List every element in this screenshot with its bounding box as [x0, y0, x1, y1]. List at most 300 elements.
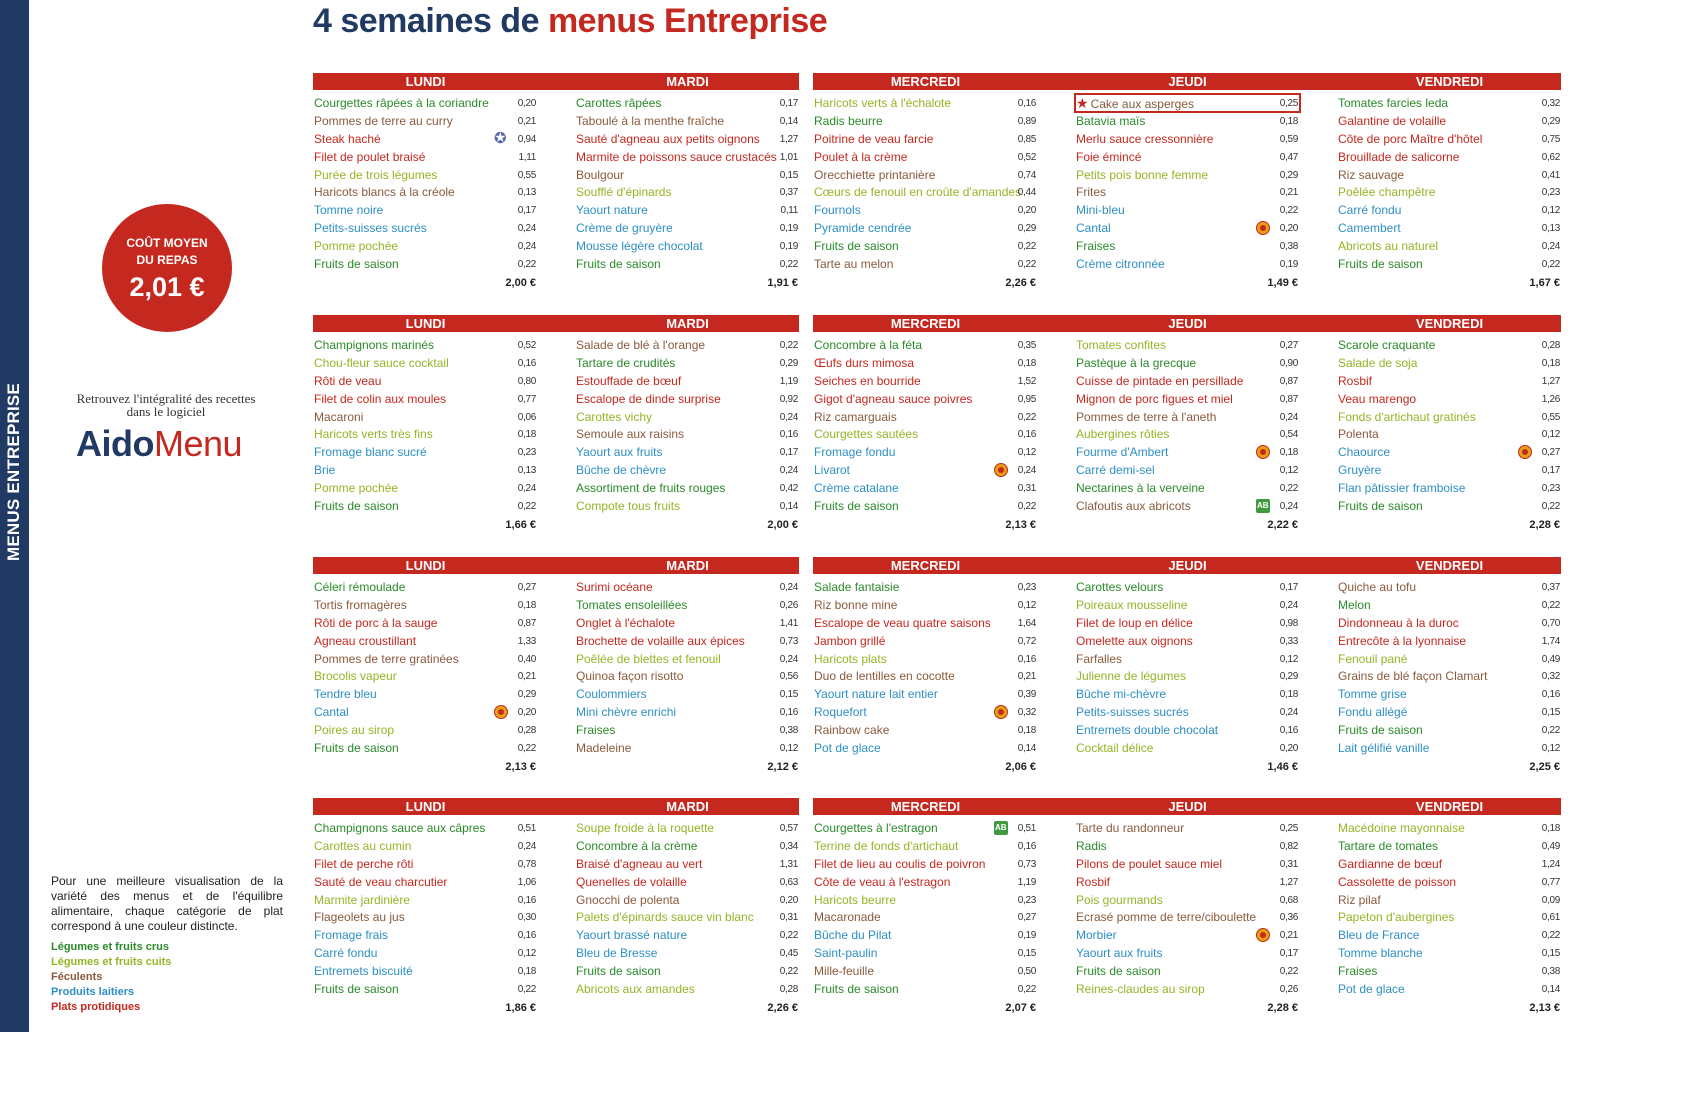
dish-name: Farfalles — [1076, 651, 1123, 666]
dish-price: 0,14 — [779, 501, 798, 513]
dish-row — [1075, 336, 1300, 354]
dish-price: 0,89 — [1017, 115, 1036, 127]
dish-name: Poêlée champêtre — [1338, 185, 1436, 200]
dish-price: 0,24 — [1279, 599, 1298, 611]
dish-name: Fruits de saison — [576, 964, 661, 979]
dish-name: Tartare de tomates — [1338, 838, 1439, 853]
dish-name: Bleu de France — [1338, 928, 1420, 943]
day-total-value: 2,12 € — [767, 760, 798, 773]
label-rouge-star-icon: ✪ — [494, 129, 507, 147]
dish-row — [1075, 255, 1300, 273]
dish-row — [575, 819, 800, 837]
dish-name: Seiches en bourride — [814, 373, 921, 388]
dish-row — [1337, 962, 1562, 980]
dish-name: Aubergines rôties — [1076, 427, 1170, 442]
dish-row — [1075, 819, 1300, 837]
dish-name: Omelette aux oignons — [1076, 633, 1193, 648]
dish-row — [813, 926, 1038, 944]
dish-row — [813, 94, 1038, 112]
dish-name: Grains de blé façon Clamart — [1338, 669, 1488, 684]
dish-price: 0,16 — [517, 357, 536, 369]
dish-list — [1075, 336, 1300, 515]
dish-name: Carottes au cumin — [314, 838, 412, 853]
dish-row — [575, 408, 800, 426]
dish-price: 0,22 — [1017, 411, 1036, 423]
dish-name: Escalope de dinde surprise — [576, 391, 721, 406]
dish-name — [1076, 94, 1194, 113]
dish-name: Œufs durs mimosa — [814, 355, 915, 370]
dish-name: Poulet à la crème — [814, 149, 908, 164]
dish-row — [575, 739, 800, 757]
dish-row — [313, 685, 538, 703]
dish-price: 0,47 — [1279, 151, 1298, 163]
dish-price: 0,23 — [1541, 483, 1560, 495]
day-total — [813, 517, 1038, 537]
dish-price: 0,21 — [1279, 187, 1298, 199]
dish-row — [813, 112, 1038, 130]
dish-price: 0,22 — [1541, 930, 1560, 942]
dish-price: 0,16 — [1017, 840, 1036, 852]
dish-row — [575, 183, 800, 201]
dish-name: Poitrine de veau farcie — [814, 131, 934, 146]
dish-row — [813, 130, 1038, 148]
dish-row — [1337, 614, 1562, 632]
dish-name: Courgettes à l'estragon — [814, 821, 938, 835]
dish-name: Pastèque à la grecque — [1076, 355, 1197, 370]
dish-name: Nectarines à la verveine — [1076, 481, 1205, 496]
dish-name: Fraises — [1076, 239, 1116, 254]
dish-price: 0,12 — [1541, 429, 1560, 441]
dish-row — [1337, 390, 1562, 408]
dish-name: Fonds d'artichaut gratinés — [1338, 409, 1476, 424]
dish-row — [575, 237, 800, 255]
dish-name: Reines-claudes au sirop — [1076, 982, 1205, 997]
dish-row — [575, 372, 800, 390]
dish-name: Carré fondu — [314, 946, 378, 961]
dish-row — [1337, 703, 1562, 721]
dish-name: Estouffade de bœuf — [576, 373, 682, 388]
dish-name: Dindonneau à la duroc — [1338, 615, 1459, 630]
dish-row — [313, 578, 538, 596]
dish-price: 0,22 — [1279, 483, 1298, 495]
dish-row — [575, 336, 800, 354]
dish-row — [813, 614, 1038, 632]
dish-name: Tomme grise — [1338, 687, 1407, 702]
dish-row — [1075, 650, 1300, 668]
dish-row — [313, 667, 538, 685]
dish-name: Assortiment de fruits rouges — [576, 481, 726, 496]
dish-price: 0,22 — [779, 259, 798, 271]
dish-price: 0,68 — [1279, 894, 1298, 906]
dish-list — [1075, 94, 1300, 273]
dish-row — [575, 891, 800, 909]
dish-row — [313, 650, 538, 668]
dish-name: Concombre à la féta — [814, 338, 923, 352]
day-total — [575, 1000, 800, 1020]
dish-price: 0,22 — [517, 501, 536, 513]
dish-name: Poireaux mousseline — [1076, 597, 1188, 612]
dish-name: Terrine de fonds d'artichaut — [814, 838, 959, 853]
dish-name: Sauté d'agneau aux petits oignons — [576, 131, 760, 146]
dish-price: 0,14 — [1541, 984, 1560, 996]
dish-name: Carottes râpées — [576, 96, 662, 110]
dish-price: 0,21 — [517, 115, 536, 127]
day-total — [575, 517, 800, 537]
dish-list — [813, 819, 1038, 998]
dish-price: 1,31 — [779, 858, 798, 870]
aidomenu-logo — [76, 423, 242, 465]
dish-name: Merlu sauce cressonnière — [1076, 131, 1214, 146]
dish-name: Brie — [314, 463, 336, 478]
dish-price: 0,20 — [517, 98, 536, 109]
dish-name: Abricots au naturel — [1338, 239, 1439, 254]
dish-price: 0,18 — [1541, 357, 1560, 369]
dish-row — [813, 632, 1038, 650]
day-header: MERCREDI — [890, 316, 961, 331]
dish-price: 0,22 — [779, 340, 798, 351]
day-header: LUNDI — [405, 316, 446, 331]
dish-name: Pomme pochée — [314, 239, 399, 254]
dish-row — [813, 255, 1038, 273]
dish-name: Gruyère — [1338, 463, 1382, 478]
day-header: MERCREDI — [890, 799, 961, 814]
dish-name: Jambon grillé — [814, 633, 886, 648]
dish-name: Mini-bleu — [1076, 203, 1125, 218]
dish-name: Cœurs de fenouil en croûte d'amandes — [814, 185, 1022, 200]
dish-row — [813, 944, 1038, 962]
dish-name: Céleri rémoulade — [314, 580, 406, 594]
day-total-value: 2,13 € — [505, 760, 536, 773]
dish-name: Roquefort — [814, 705, 867, 720]
dish-name: Filet de colin aux moules — [314, 391, 447, 406]
dish-name: Tartare de crudités — [576, 355, 676, 370]
dish-name: Entremets double chocolat — [1076, 723, 1219, 738]
dish-price: 0,22 — [1017, 501, 1036, 513]
page-title — [313, 2, 827, 41]
dish-row — [1337, 372, 1562, 390]
dish-row — [813, 237, 1038, 255]
dish-row — [1337, 685, 1562, 703]
dish-row — [1075, 926, 1300, 944]
dish-price: 0,92 — [779, 393, 798, 405]
promo-text: Retrouvez l'intégralité des recettes dans le logiciel — [76, 391, 256, 419]
day-total — [1337, 1000, 1562, 1020]
dish-row — [575, 685, 800, 703]
logo-part2: Menu — [153, 423, 243, 464]
dish-list — [1075, 578, 1300, 757]
dish-price: 0,35 — [1017, 340, 1036, 351]
dish-row — [1075, 461, 1300, 479]
dish-list — [575, 578, 800, 757]
dish-row — [813, 650, 1038, 668]
dish-row — [1075, 685, 1300, 703]
dish-price: 0,13 — [1541, 223, 1560, 235]
dish-name: Purée de trois légumes — [314, 167, 438, 182]
dish-name: Tomme blanche — [1338, 946, 1423, 961]
dish-name: Fraises — [576, 723, 616, 738]
dish-row — [1075, 237, 1300, 255]
legend-item-protein: Plats protidiques — [51, 1001, 141, 1013]
dish-name: Rosbif — [1338, 373, 1373, 388]
dish-row — [1075, 425, 1300, 443]
dish-row — [575, 461, 800, 479]
dish-price: 1,27 — [1279, 876, 1298, 888]
dish-name: Coulommiers — [576, 687, 647, 702]
dish-price: 0,20 — [779, 894, 798, 906]
dish-price: 0,30 — [517, 912, 536, 924]
dish-price: 0,19 — [779, 241, 798, 253]
dish-list — [575, 336, 800, 515]
dish-row — [1075, 855, 1300, 873]
dish-price: 0,57 — [779, 823, 798, 834]
dish-price: 0,22 — [1541, 259, 1560, 271]
dish-price: 0,54 — [1279, 429, 1298, 441]
dish-price: 0,09 — [1541, 894, 1560, 906]
dish-price: 0,36 — [1279, 912, 1298, 924]
dish-price: 0,20 — [1279, 743, 1298, 755]
legend-item-raw: Légumes et fruits crus — [51, 941, 169, 953]
dish-price: 0,15 — [1017, 948, 1036, 960]
day-total-value: 1,91 € — [767, 276, 798, 289]
dish-row — [813, 201, 1038, 219]
dish-name: Batavia maïs — [1076, 113, 1146, 128]
dish-name: Pommes de terre gratinées — [314, 651, 459, 666]
dish-name: Fruits de saison — [314, 499, 399, 514]
dish-row — [1075, 497, 1300, 515]
dish-price: 0,26 — [1279, 984, 1298, 996]
dish-price: 0,82 — [1279, 840, 1298, 852]
dish-row — [1075, 614, 1300, 632]
day-total-value: 2,07 € — [1005, 1001, 1036, 1014]
dish-name: Soupe froide à la roquette — [576, 821, 715, 835]
dish-row — [575, 632, 800, 650]
dish-row — [313, 94, 538, 112]
dish-price: 0,16 — [517, 894, 536, 906]
day-column — [313, 557, 538, 779]
dish-name: Champignons sauce aux câpres — [314, 821, 486, 835]
dish-name: Fraises — [1338, 964, 1378, 979]
dish-price: 0,16 — [1017, 429, 1036, 441]
dish-name: Fruits de saison — [314, 982, 399, 997]
dish-row — [1075, 201, 1300, 219]
dish-row — [313, 112, 538, 130]
dish-name: Ecrasé pomme de terre/ciboulette — [1076, 910, 1257, 925]
day-total-value: 1,49 € — [1267, 276, 1298, 289]
dish-price: 0,39 — [1017, 689, 1036, 701]
dish-price: 0,22 — [1017, 984, 1036, 996]
dish-name: Fruits de saison — [1076, 964, 1161, 979]
dish-name: Fruits de saison — [814, 499, 899, 514]
dish-row — [575, 650, 800, 668]
dish-price: 0,31 — [1279, 858, 1298, 870]
dish-name: Madeleine — [576, 741, 632, 756]
dish-row — [313, 479, 538, 497]
day-header: JEUDI — [1168, 799, 1207, 814]
dish-row — [313, 148, 538, 166]
dish-list — [313, 578, 538, 757]
dish-name: Yaourt nature — [576, 203, 648, 218]
dish-row — [1337, 94, 1562, 112]
dish-row — [313, 219, 538, 237]
dish-name: Fenouil pané — [1338, 651, 1408, 666]
dish-row — [313, 255, 538, 273]
dish-price: 0,31 — [1017, 483, 1036, 495]
dish-row — [313, 962, 538, 980]
dish-row — [1337, 497, 1562, 515]
day-total — [1075, 759, 1300, 779]
dish-row — [575, 148, 800, 166]
dish-price: 0,94 — [517, 133, 536, 145]
dish-price: 0,15 — [779, 689, 798, 701]
dish-price: 0,78 — [517, 858, 536, 870]
dish-price: 0,25 — [1279, 98, 1298, 109]
dish-row — [1337, 721, 1562, 739]
dish-name: Petits pois bonne femme — [1076, 167, 1209, 182]
day-total-value: 1,66 € — [505, 518, 536, 531]
aop-seal-icon — [1256, 928, 1270, 942]
dish-name: Brocolis vapeur — [314, 669, 397, 684]
dish-row — [575, 578, 800, 596]
dish-name: Yaourt brassé nature — [576, 928, 688, 943]
dish-price: 0,34 — [779, 840, 798, 852]
dish-name: Carré demi-sel — [1076, 463, 1155, 478]
dish-price: 0,27 — [1541, 447, 1560, 459]
dish-price: 1,33 — [517, 635, 536, 647]
dish-name: Haricots beurre — [814, 892, 897, 907]
legend-item-dairy: Produits laitiers — [51, 986, 135, 998]
dish-name: Rosbif — [1076, 874, 1111, 889]
dish-name: Pomme pochée — [314, 481, 399, 496]
dish-name: Fruits de saison — [1338, 723, 1423, 738]
dish-price: 0,95 — [1017, 393, 1036, 405]
day-total-value: 2,06 € — [1005, 760, 1036, 773]
dish-row — [813, 479, 1038, 497]
dish-price: 0,26 — [779, 599, 798, 611]
day-column — [1337, 315, 1562, 537]
dish-price: 0,18 — [1279, 447, 1298, 459]
dish-price: 1,41 — [779, 617, 798, 629]
dish-price: 0,24 — [517, 223, 536, 235]
dish-row — [313, 721, 538, 739]
dish-row — [1337, 855, 1562, 873]
dish-price: 0,51 — [517, 823, 536, 834]
dish-row — [575, 837, 800, 855]
legend-item-cooked: Légumes et fruits cuits — [51, 956, 172, 968]
dish-row — [1075, 166, 1300, 184]
dish-row — [1337, 650, 1562, 668]
dish-row — [313, 354, 538, 372]
day-total-value: 1,46 € — [1267, 760, 1298, 773]
dish-price: 0,22 — [1279, 205, 1298, 217]
dish-name: Mille-feuille — [814, 964, 875, 979]
aop-seal-icon — [1256, 445, 1270, 459]
dish-list — [1337, 578, 1562, 757]
dish-price: 0,24 — [1279, 707, 1298, 719]
dish-price: 0,63 — [779, 876, 798, 888]
legend-intro: Pour une meilleure visualisation de la variété des menus et de l'équilibre alimentaire, chaque catégorie de plat correspond à une couleur distincte. — [51, 874, 283, 933]
dish-name: Petits-suisses sucrés — [314, 221, 427, 236]
dish-name: Surimi océane — [576, 580, 653, 594]
dish-name: Fromage blanc sucré — [314, 445, 427, 460]
dish-name: Agneau croustillant — [314, 633, 417, 648]
dish-name: Macédoine mayonnaise — [1338, 821, 1465, 835]
day-header: VENDREDI — [1415, 799, 1484, 814]
dish-price: 0,24 — [1541, 241, 1560, 253]
dish-price: 0,32 — [1541, 98, 1560, 109]
dish-price: 0,73 — [1017, 858, 1036, 870]
dish-row — [313, 926, 538, 944]
dish-name: Sauté de veau charcutier — [314, 874, 448, 889]
dish-price: 0,18 — [517, 599, 536, 611]
dish-name: Mignon de porc figues et miel — [1076, 391, 1233, 406]
dish-row — [1075, 443, 1300, 461]
dish-row — [1337, 479, 1562, 497]
dish-name: Pois gourmands — [1076, 892, 1163, 907]
dish-row — [313, 336, 538, 354]
dish-name: Rainbow cake — [814, 723, 890, 738]
dish-name: Fruits de saison — [1338, 257, 1423, 272]
dish-price: 0,29 — [1279, 671, 1298, 683]
dish-list — [813, 578, 1038, 757]
dish-row — [313, 372, 538, 390]
dish-row — [575, 255, 800, 273]
dish-price: 0,38 — [779, 725, 798, 737]
dish-name: Crème de gruyère — [576, 221, 673, 236]
day-total-value: 1,86 € — [505, 1001, 536, 1014]
dish-name: Pyramide cendrée — [814, 221, 912, 236]
day-column — [313, 798, 538, 1020]
day-header: LUNDI — [405, 74, 446, 89]
dish-price: 0,18 — [1017, 357, 1036, 369]
dish-name: Crème catalane — [814, 481, 899, 496]
dish-price: 0,37 — [779, 187, 798, 199]
dish-name: Gardianne de bœuf — [1338, 856, 1443, 871]
dish-name: Escalope de veau quatre saisons — [814, 615, 991, 630]
dish-name: Cocktail délice — [1076, 741, 1154, 756]
dish-price: 0,61 — [1541, 912, 1560, 924]
dish-price: 0,14 — [779, 115, 798, 127]
dish-price: 0,27 — [517, 582, 536, 593]
dish-name: Riz pilaf — [1338, 892, 1381, 907]
dish-name: Soufflé d'épinards — [576, 185, 672, 200]
day-total — [575, 759, 800, 779]
dish-price: 0,22 — [1017, 241, 1036, 253]
dish-price: 0,22 — [1017, 259, 1036, 271]
dish-row — [1337, 461, 1562, 479]
cost-label-line2: DU REPAS — [136, 253, 198, 267]
dish-name: Petits-suisses sucrés — [1076, 705, 1189, 720]
dish-price: 0,24 — [1279, 411, 1298, 423]
dish-price: 0,55 — [1541, 411, 1560, 423]
dish-list — [813, 94, 1038, 273]
dish-price: 0,28 — [517, 725, 536, 737]
dish-price: 0,16 — [1541, 689, 1560, 701]
dish-row — [575, 614, 800, 632]
dish-name: Haricots plats — [814, 651, 887, 666]
dish-price: 0,18 — [1279, 115, 1298, 127]
dish-row — [1337, 891, 1562, 909]
dish-row — [813, 336, 1038, 354]
dish-name: Tomates confites — [1076, 338, 1167, 352]
dish-name: Courgettes sautées — [814, 427, 919, 442]
dish-price: 0,87 — [1279, 375, 1298, 387]
dish-row — [813, 703, 1038, 721]
dish-price: 0,22 — [779, 966, 798, 978]
dish-name: Palets d'épinards sauce vin blanc — [576, 910, 754, 925]
dish-name: Filet de loup en délice — [1076, 615, 1193, 630]
dish-row — [313, 130, 538, 148]
dish-row — [1075, 219, 1300, 237]
